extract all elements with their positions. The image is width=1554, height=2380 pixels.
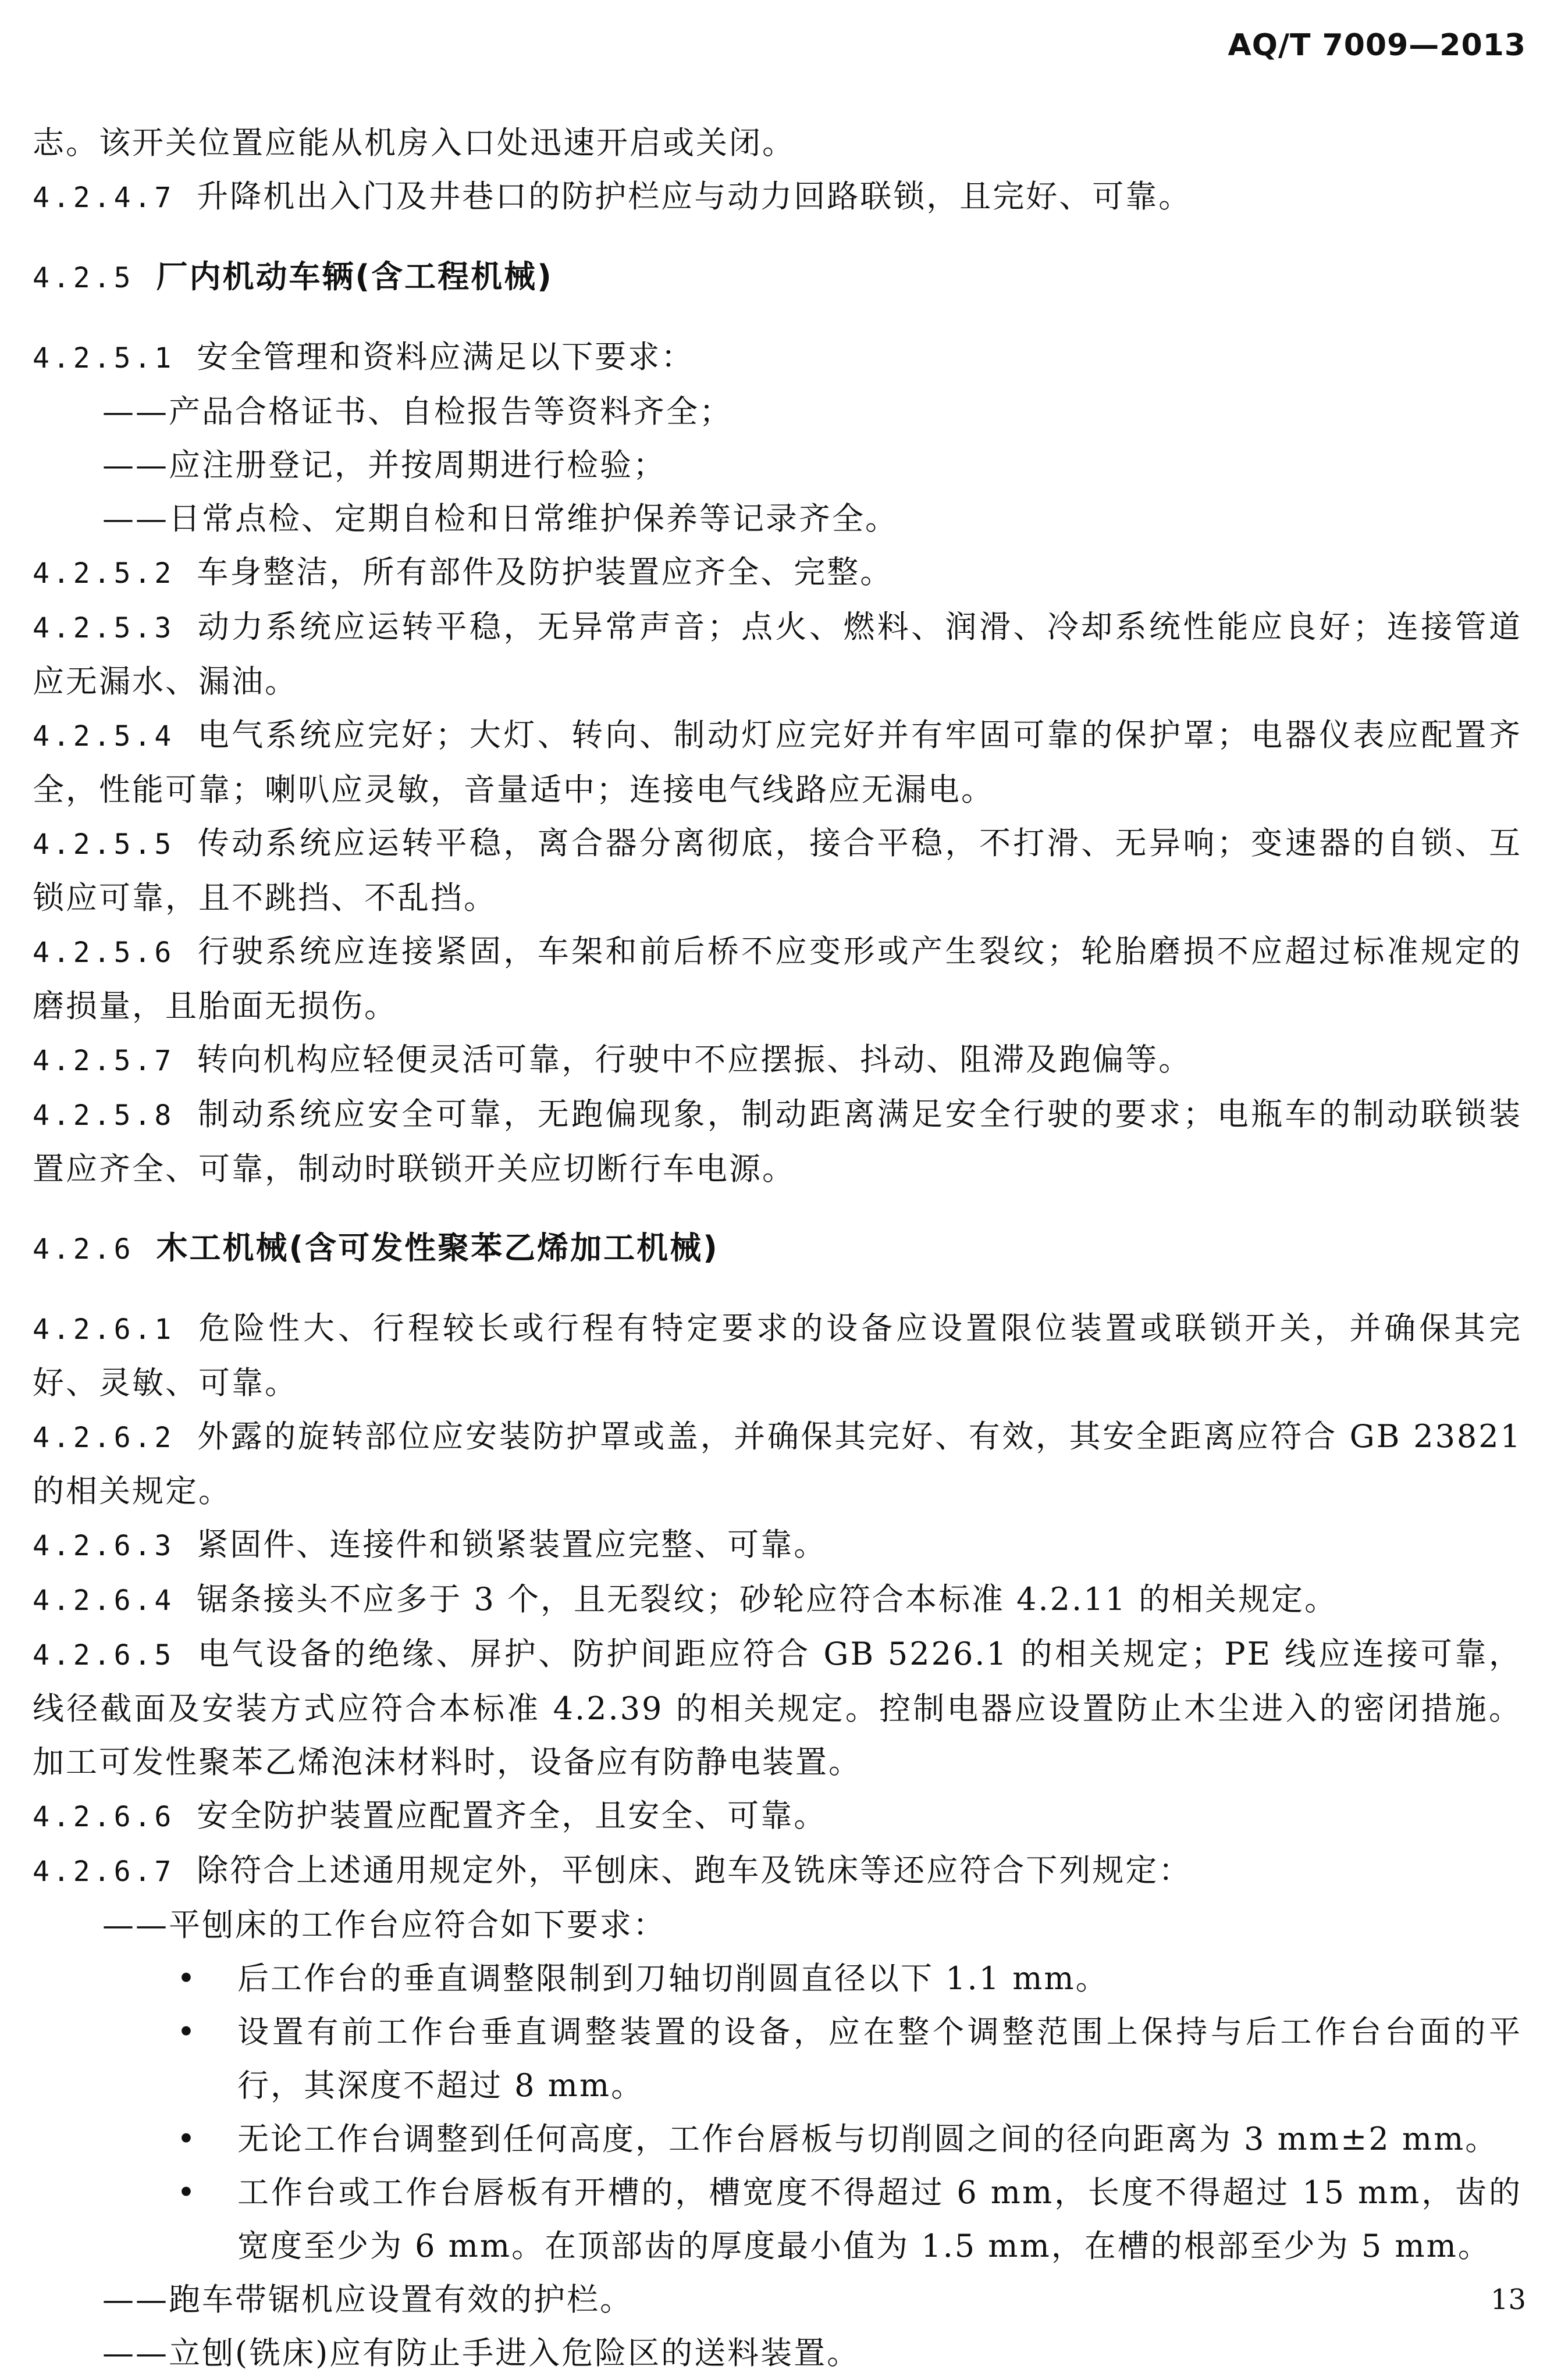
clause-text: 安全管理和资料应满足以下要求： [197, 339, 695, 375]
dash-item: ——日常点检、定期自检和日常维护保养等记录齐全。 [102, 500, 898, 537]
clause-number: 4.2.5.4 [33, 720, 175, 753]
bullet-text: 后工作台的垂直调整限制到刀轴切削圆直径以下 1.1 mm。 [237, 1960, 1109, 1997]
clause-number: 4.2.6.7 [33, 1855, 175, 1888]
paragraph-text: 志。该开关位置应能从机房入口处迅速开启或关闭。 [33, 124, 795, 161]
clause-text: 危险性大、行程较长或行程有特定要求的设备应设置限位装置或联锁开关，并确保其完好、灵敏、可靠。 [33, 1310, 1522, 1401]
clause-4-2-6-4 [33, 1573, 1522, 1627]
clause-4-2-5-3 [33, 600, 1522, 708]
clause-4-2-4-7 [33, 170, 1522, 225]
clause-text: 制动系统应安全可靠，无跑偏现象，制动距离满足安全行驶的要求；电瓶车的制动联锁装置应齐全、可靠，制动时联锁开关应切断行车电源。 [33, 1096, 1522, 1187]
section-number: 4.2.6 [33, 1233, 134, 1266]
clause-text: 安全防护装置应配置齐全，且安全、可靠。 [197, 1797, 827, 1834]
clause-4-2-6-6 [33, 1789, 1522, 1844]
clause-number: 4.2.6.3 [33, 1530, 175, 1562]
dash-item: ——应注册登记，并按周期进行检验； [102, 447, 666, 483]
bullet-item [33, 2005, 1522, 2112]
bullet-text: 无论工作台调整到任何高度，工作台唇板与切削圆之间的径向距离为 3 mm±2 mm。 [237, 2121, 1499, 2157]
section-number: 4.2.5 [33, 262, 134, 294]
paragraph-continuation [33, 116, 1522, 170]
clause-4-2-6-1 [33, 1302, 1522, 1410]
bullet-dot-icon: • [177, 2121, 197, 2157]
clause-4-2-6-5 [33, 1627, 1522, 1789]
section-title: 木工机械(含可发性聚苯乙烯加工机械) [156, 1230, 719, 1266]
clause-4-2-5-6 [33, 925, 1522, 1033]
clause-4-2-6-2 [33, 1410, 1522, 1518]
clause-number: 4.2.6.2 [33, 1421, 175, 1454]
clause-number: 4.2.5.8 [33, 1099, 175, 1132]
dash-item: ——产品合格证书、自检报告等资料齐全； [102, 393, 732, 430]
bullet-item [33, 2112, 1522, 2166]
clause-text: 锯条接头不应多于 3 个，且无裂纹；砂轮应符合本标准 4.2.11 的相关规定。 [197, 1581, 1338, 1617]
clause-text: 外露的旋转部位应安装防护罩或盖，并确保其完好、有效，其安全距离应符合 GB 23821 的相关规定。 [33, 1418, 1522, 1509]
clause-number: 4.2.5.2 [33, 557, 175, 590]
document-body [33, 116, 1522, 2380]
clause-number: 4.2.6.1 [33, 1313, 175, 1346]
clause-number: 4.2.5.3 [33, 612, 175, 644]
clause-4-2-5-8 [33, 1088, 1522, 1196]
standard-code-header: AQ/T 7009—2013 [1228, 28, 1526, 63]
bullet-text: 设置有前工作台垂直调整装置的设备，应在整个调整范围上保持与后工作台台面的平行，其深度不超过 8 mm。 [237, 2014, 1522, 2104]
clause-number: 4.2.5.6 [33, 936, 175, 969]
dash-item: ——平刨床的工作台应符合如下要求： [102, 1907, 666, 1943]
clause-4-2-5-5 [33, 817, 1522, 925]
section-title: 厂内机动车辆(含工程机械) [156, 258, 553, 295]
clause-4-2-6-3 [33, 1518, 1522, 1573]
clause-text: 升降机出入门及井巷口的防护栏应与动力回路联锁，且完好、可靠。 [197, 178, 1192, 215]
clause-4-2-5-2 [33, 546, 1522, 600]
clause-number: 4.2.5.7 [33, 1045, 175, 1077]
clause-text: 传动系统应运转平稳，离合器分离彻底，接合平稳，不打滑、无异响；变速器的自锁、互锁应可靠，且不跳挡、不乱挡。 [33, 825, 1522, 916]
bullet-dot-icon: • [177, 1960, 197, 1997]
clause-text: 电气设备的绝缘、屏护、防护间距应符合 GB 5226.1 的相关规定；PE 线应连接可靠，线径截面及安装方式应符合本标准 4.2.39 的相关规定。控制电器应设置防止木尘进入的密闭措施。加工可发性聚苯乙烯泡沫材料时，设备应有防静电装置。 [33, 1636, 1522, 1780]
clause-number: 4.2.6.4 [33, 1584, 175, 1617]
clause-text: 紧固件、连接件和锁紧装置应完整、可靠。 [197, 1526, 827, 1563]
section-heading-4-2-5 [33, 250, 1522, 305]
clause-number: 4.2.5.5 [33, 828, 175, 861]
dash-item: ——跑车带锯机应设置有效的护栏。 [102, 2281, 633, 2318]
bullet-text: 工作台或工作台唇板有开槽的，槽宽度不得超过 6 mm，长度不得超过 15 mm，齿的宽度至少为 6 mm。在顶部齿的厚度最小值为 1.5 mm，在槽的根部至少为 5 mm。 [237, 2174, 1522, 2264]
page-number: 13 [1490, 2283, 1526, 2316]
clause-number: 4.2.4.7 [33, 181, 175, 214]
clause-text: 车身整洁，所有部件及防护装置应齐全、完整。 [197, 554, 894, 590]
bullet-item [33, 2166, 1522, 2273]
clause-4-2-5-4 [33, 708, 1522, 817]
clause-4-2-5-1 [33, 330, 1522, 385]
clause-4-2-5-7 [33, 1033, 1522, 1088]
clause-text: 电气系统应完好；大灯、转向、制动灯应完好并有牢固可靠的保护罩；电器仪表应配置齐全，性能可靠；喇叭应灵敏，音量适中；连接电气线路应无漏电。 [33, 717, 1522, 808]
clause-text: 行驶系统应连接紧固，车架和前后桥不应变形或产生裂纹；轮胎磨损不应超过标准规定的磨损量，且胎面无损伤。 [33, 933, 1522, 1024]
clause-number: 4.2.6.6 [33, 1801, 175, 1833]
clause-number: 4.2.6.5 [33, 1639, 175, 1672]
bullet-dot-icon: • [177, 2014, 197, 2050]
clause-number: 4.2.5.1 [33, 342, 175, 375]
clause-text: 动力系统应运转平稳，无异常声音；点火、燃料、润滑、冷却系统性能应良好；连接管道应无漏水、漏油。 [33, 608, 1522, 700]
bullet-dot-icon: • [177, 2174, 197, 2211]
dash-item: ——立刨(铣床)应有防止手进入危险区的送料装置。 [102, 2335, 860, 2371]
bullet-item [33, 1952, 1522, 2005]
clause-text: 除符合上述通用规定外，平刨床、跑车及铣床等还应符合下列规定： [197, 1852, 1192, 1889]
clause-4-2-6-7 [33, 1844, 1522, 1898]
section-heading-4-2-6 [33, 1221, 1522, 1276]
clause-text: 转向机构应轻便灵活可靠，行驶中不应摆振、抖动、阻滞及跑偏等。 [197, 1041, 1192, 1078]
